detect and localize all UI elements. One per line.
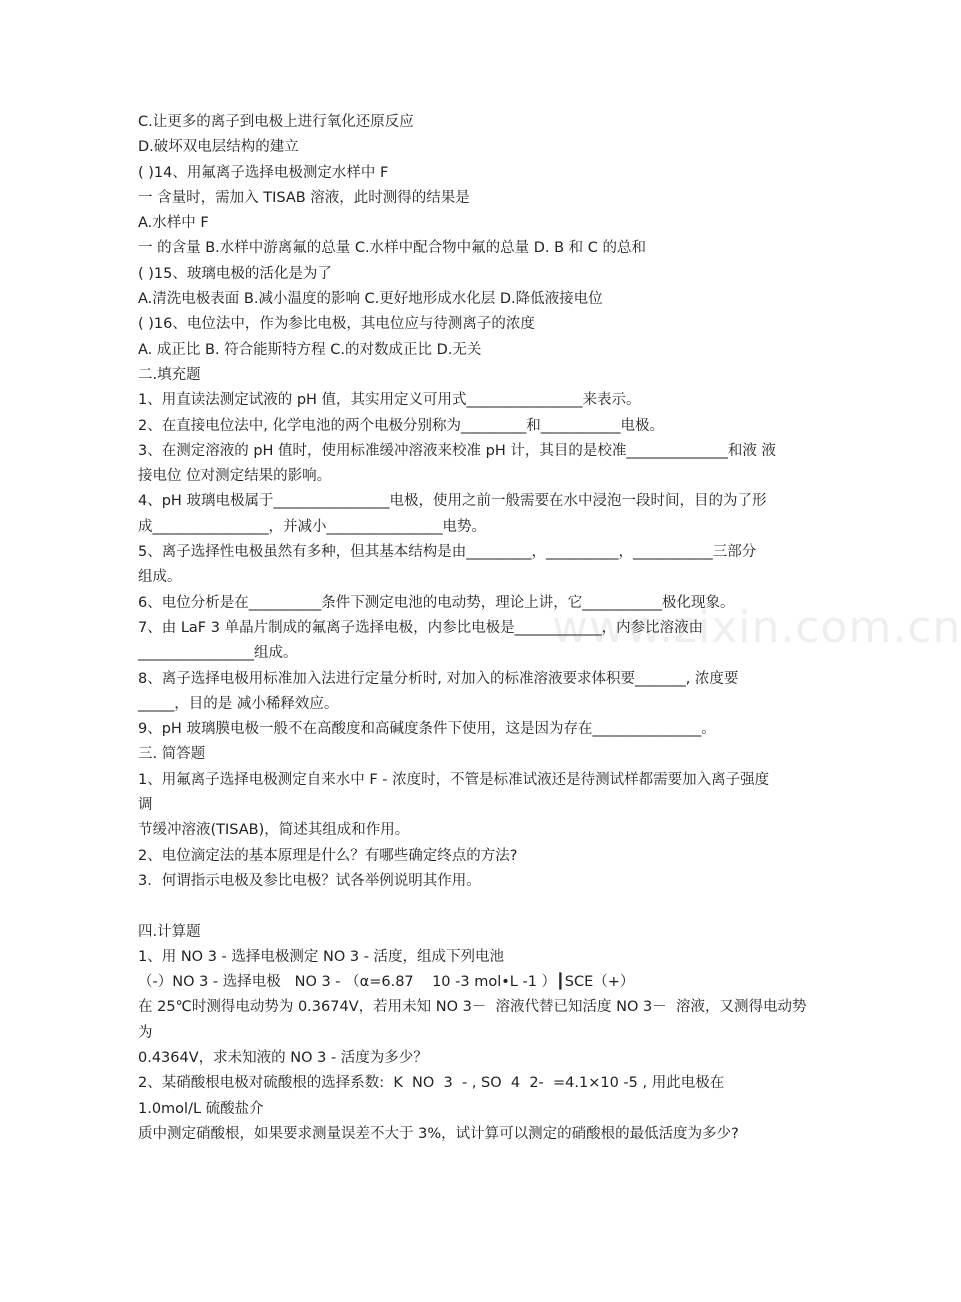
text-line: 四.计算题	[138, 923, 201, 940]
document-body	[138, 110, 854, 1147]
text-line: A.清洗电极表面 B.减小温度的影响 C.更好地形成水化层 D.降低液接电位	[138, 291, 603, 308]
text-line: 节缓冲溶液(TISAB)，简述其组成和作用。	[138, 822, 410, 839]
text-line: （-）NO 3 - 选择电极 NO 3 - （α=6.87 10 -3 mol•L -1 ）┃SCE（+）	[138, 974, 635, 991]
text-line: _____，目的是 减小稀释效应。	[138, 695, 339, 712]
text-line: 组成。	[138, 569, 182, 586]
text-line: 1、用直读法测定试液的 pH 值，其实用定义可用式________________来表示。	[138, 392, 641, 409]
text-line: D.破坏双电层结构的建立	[138, 139, 299, 156]
text-line: 0.4364V，求未知液的 NO 3 - 活度为多少？	[138, 1049, 428, 1066]
text-line: ( )16、电位法中，作为参比电极，其电位应与待测离子的浓度	[138, 316, 535, 333]
text-line: 3．何谓指示电极及参比电极？试各举例说明其作用。	[138, 872, 481, 889]
text-line: A.水样中 F	[138, 215, 209, 232]
text-line: 调	[138, 797, 153, 814]
text-line: 接电位 位对测定结果的影响。	[138, 468, 332, 485]
text-line: 7、由 LaF 3 单晶片制成的氟离子选择电极，内参比电极是____________，内参比溶液由	[138, 619, 704, 636]
text-line: A. 成正比 B. 符合能斯特方程 C.的对数成正比 D.无关	[138, 341, 482, 358]
text-line: 1、用 NO 3 - 选择电极测定 NO 3 - 活度，组成下列电池	[138, 948, 505, 965]
text-line: 成________________，并减小________________电势。	[138, 518, 486, 535]
text-line: 一 的含量 B.水样中游离氟的总量 C.水样中配合物中氟的总量 D. B 和 C 的总和	[138, 240, 647, 257]
text-line: 9、pH 玻璃膜电极一般不在高酸度和高碱度条件下使用，这是因为存在_______________。	[138, 721, 716, 738]
text-line: 6、电位分析是在__________条件下测定电池的电动势，理论上讲，它___________极化现象。	[138, 594, 735, 611]
text-line: 4、pH 玻璃电极属于________________电极，使用之前一般需要在水中浸泡一段时间，目的为了形	[138, 493, 767, 510]
text-line: 质中测定硝酸根，如果要求测量误差不大于 3%，试计算可以测定的硝酸根的最低活度为多少?	[138, 1125, 739, 1142]
text-line: 1、用氟离子选择电极测定自来水中 F - 浓度时，不管是标准试液还是待测试样都需要加入离子强度	[138, 771, 770, 788]
text-line: ( )15、玻璃电极的活化是为了	[138, 265, 332, 282]
text-line: 1.0mol/L 硫酸盐介	[138, 1100, 264, 1117]
watermark: www.zixin.com.cn	[552, 602, 961, 653]
text-line: 为	[138, 1024, 153, 1041]
text-line: 3、在测定溶液的 pH 值时，使用标准缓冲溶液来校准 pH 计，其目的是校准______________和液 液	[138, 442, 776, 459]
text-line: 8、离子选择电极用标准加入法进行定量分析时, 对加入的标准溶液要求体积要_______, 浓度要	[138, 670, 739, 687]
text-line: C.让更多的离子到电极上进行氧化还原反应	[138, 114, 414, 130]
text-line: 2、某硝酸根电极对硫酸根的选择系数: K NO 3 - , SO 4 2- =4.1×10 -5 , 用此电极在	[138, 1075, 725, 1092]
text-line: 二.填充题	[138, 366, 201, 383]
text-line: 一 含量时，需加入 TISAB 溶液，此时测得的结果是	[138, 189, 470, 206]
text-line: 2、在直接电位法中, 化学电池的两个电极分别称为_________和___________电极。	[138, 417, 664, 434]
text-line: ( )14、用氟离子选择电极测定水样中 F	[138, 164, 389, 181]
text-line: 5、离子选择性电极虽然有多种，但其基本结构是由_________，__________，___________三部分	[138, 544, 757, 561]
text-line: 2、电位滴定法的基本原理是什么？有哪些确定终点的方法?	[138, 847, 518, 864]
text-line: 在 25℃时测得电动势为 0.3674V，若用未知 NO 3－ 溶液代替已知活度 NO 3－ 溶液，又测得电动势	[138, 999, 807, 1016]
blank-line	[138, 894, 854, 919]
text-line: ________________组成。	[138, 645, 298, 662]
text-line: 三. 简答题	[138, 746, 206, 763]
